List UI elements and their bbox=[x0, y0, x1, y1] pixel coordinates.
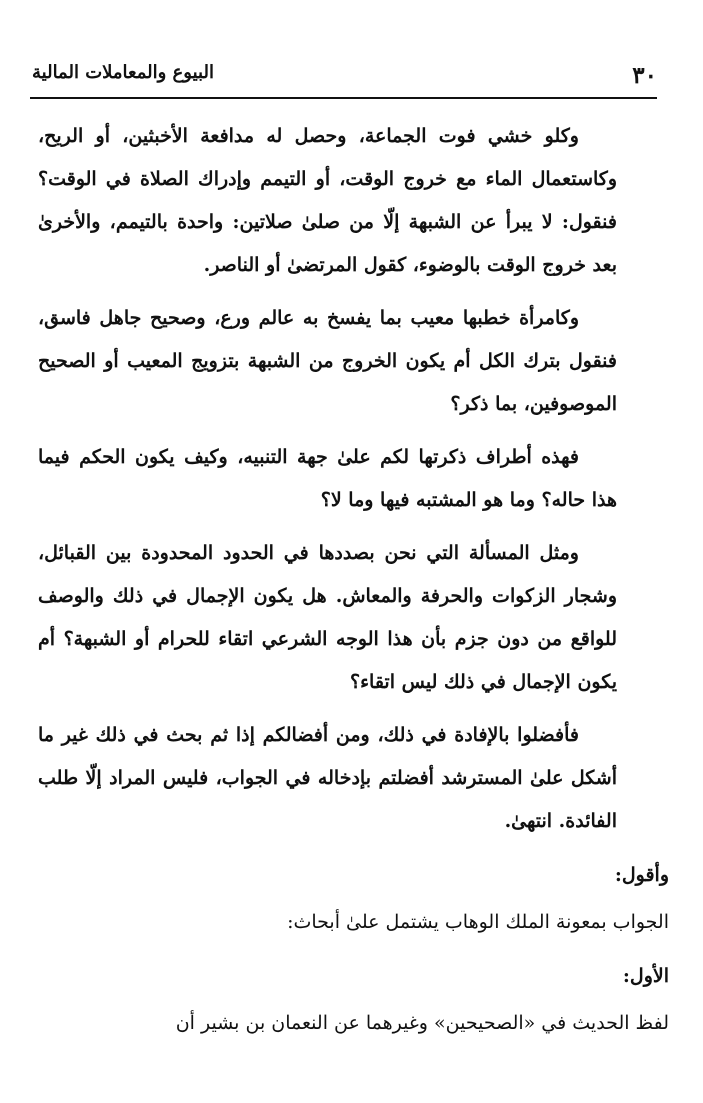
quoted-paragraph-1: وكلو خشي فوت الجماعة، وحصل له مدافعة الأخبثين، أو الريح، وكاستعمال الماء مع خروج الوقت، أو التيمم وإدراك الصلاة في الوقت؟ فنقول: لا يبرأ عن الشبهة إلّا من صلىٰ صلاتين: واحدة بالتيمم، والأخرىٰ بعد خروج الوقت بالوضوء، كقول المرتضىٰ أو الناصر. bbox=[38, 125, 617, 276]
running-title: البيوع والمعاملات المالية bbox=[32, 62, 214, 83]
first-section-text: لفظ الحديث في «الصحيحين» وغيرهما عن النعمان بن بشير أن bbox=[175, 1012, 669, 1034]
quoted-paragraph-3: فهذه أطراف ذكرتها لكم علىٰ جهة التنبيه، وكيف يكون الحكم فيما هذا حاله؟ وما هو المشتبه فيها وما لا؟ bbox=[38, 446, 617, 511]
page-body bbox=[38, 115, 669, 1045]
page-header bbox=[30, 58, 657, 94]
quoted-paragraph-5: فأفضلوا بالإفادة في ذلك، ومن أفضالكم إذا ثم بحث في ذلك غير ما أشكل علىٰ المسترشد أفضلتم بإدخاله في الجواب، فليس المراد إلّا طلب الفائدة. انتهىٰ. bbox=[38, 724, 617, 832]
answer-heading: وأقول: bbox=[614, 864, 669, 886]
header-divider bbox=[30, 97, 657, 99]
first-section-heading: الأول: bbox=[622, 965, 669, 987]
quoted-paragraph-4: ومثل المسألة التي نحن بصددها في الحدود المحدودة بين القبائل، وشجار الزكوات والحرفة والمعاش. هل يكون الإجمال في ذلك والوصف للواقع من دون جزم بأن هذا الوجه الشرعي اتقاء للحرام أو الشبهة؟ أم يكون الإجمال في ذلك ليس اتقاء؟ bbox=[38, 542, 617, 693]
page-number: ٣٠ bbox=[632, 62, 657, 89]
quoted-paragraph-2: وكامرأة خطبها معيب بما يفسخ به عالم ورع، وصحيح جاهل فاسق، فنقول بترك الكل أم يكون الخروج من الشبهة بتزويج المعيب أو الصحيح الموصوفين، بما ذكر؟ bbox=[38, 307, 617, 415]
answer-intro: الجواب بمعونة الملك الوهاب يشتمل علىٰ أبحاث: bbox=[287, 911, 669, 933]
